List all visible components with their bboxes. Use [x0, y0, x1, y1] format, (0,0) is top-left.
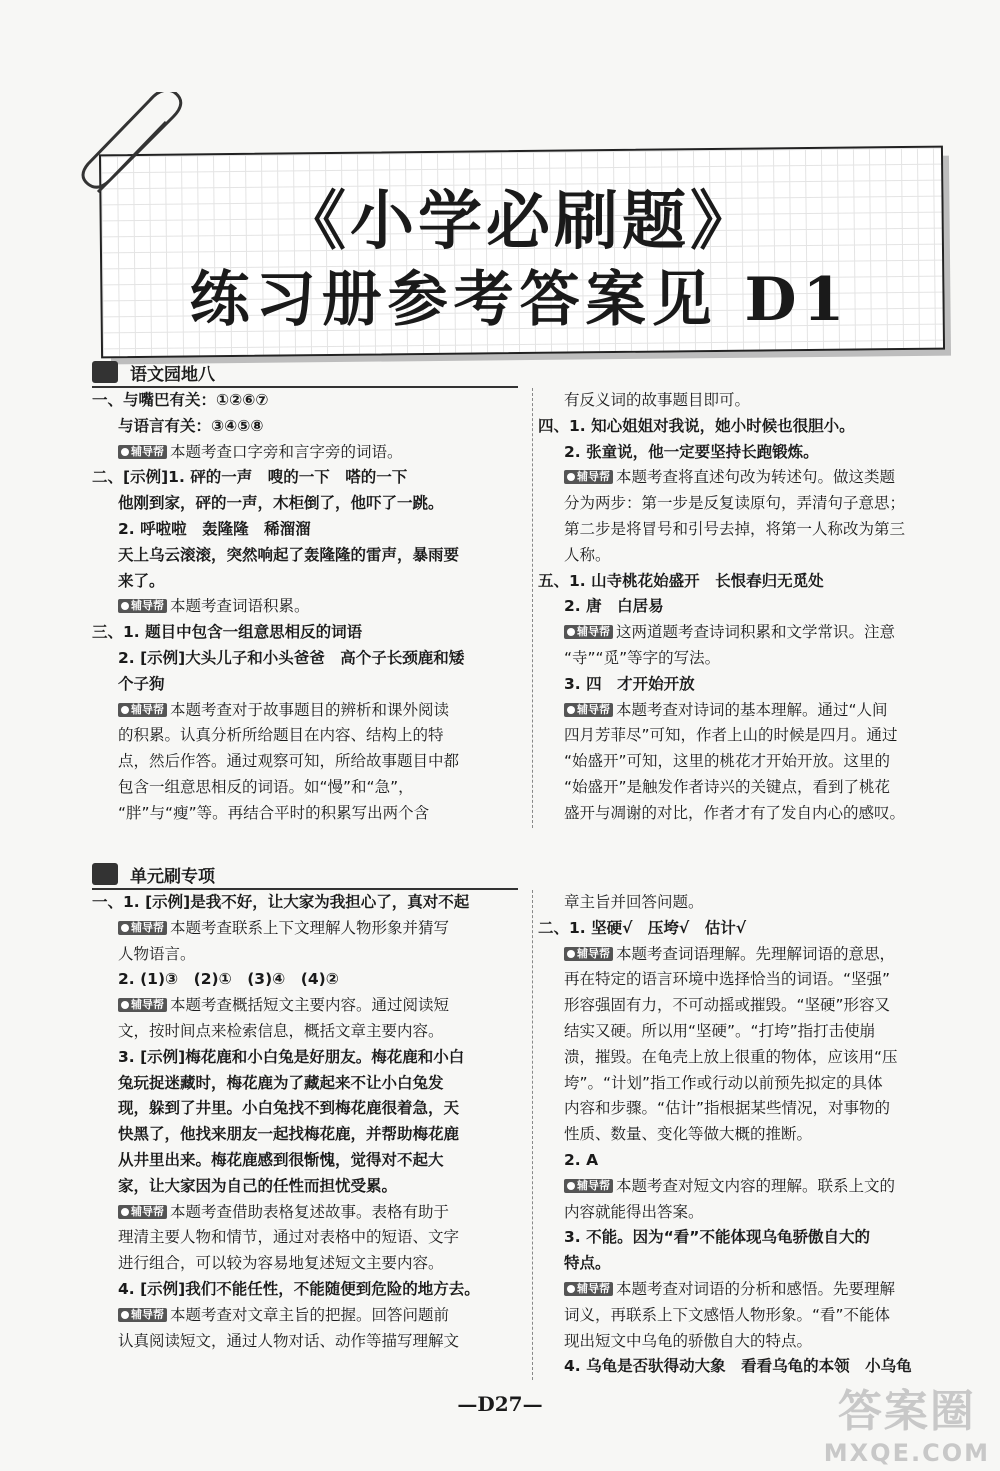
answer-text: 文，按时间点来检索信息，概括文章主要内容。 [118, 1021, 444, 1040]
answer-line [92, 967, 522, 993]
answer-text: 本题考查对词语的分析和感悟。先要理解 [616, 1279, 896, 1298]
answer-text: 兔玩捉迷藏时，梅花鹿为了藏起来不让小白兔发 [118, 1073, 444, 1092]
answer-line [92, 1174, 522, 1200]
answer-line [92, 749, 522, 775]
answer-text: “始盛开”是触发作者诗兴的关键点，看到了桃花 [564, 777, 891, 796]
answer-line [92, 1071, 522, 1097]
answer-line [538, 543, 958, 569]
answer-line [92, 1303, 522, 1329]
answer-text: 四、1. 知心姐姐对我说，她小时候也很胆小。 [538, 416, 855, 435]
answer-line [92, 1045, 522, 1071]
answer-text: 分为两步：第一步是反复读原句，弄清句子意思； [564, 494, 906, 513]
answer-line [92, 916, 522, 942]
answer-line [92, 1096, 522, 1122]
answer-text: 4. 乌龟是否驮得动大象 看看乌龟的本领 小乌龟 [564, 1357, 912, 1376]
answer-line [538, 942, 958, 968]
answer-text: 垮”。“计划”指工作或行动以前预先拟定的具体 [564, 1073, 883, 1092]
answer-line [92, 801, 522, 827]
answer-text: 4. [示例]我们不能任性，不能随便到危险的地方去。 [118, 1279, 480, 1298]
answer-text: 2. (1)③ (2)① (3)④ (4)② [118, 970, 339, 989]
section-icon [92, 361, 118, 383]
tutor-tag: 辅导帮 [564, 470, 613, 484]
answer-text: 第二步是将冒号和引号去掉，将第一人称改为第三 [564, 519, 906, 538]
answer-text: 这两道题考查诗词积累和文学常识。注意 [616, 623, 896, 642]
answer-line [92, 594, 522, 620]
tutor-tag: 辅导帮 [564, 1282, 613, 1296]
answer-line [92, 491, 522, 517]
answer-text: 他刚到家，砰的一声，木柜倒了，他吓了一跳。 [118, 494, 444, 513]
answer-text: 从井里出来。梅花鹿感到很惭愧，觉得对不起大 [118, 1150, 444, 1169]
tutor-tag: 辅导帮 [118, 599, 167, 613]
answer-line [92, 1148, 522, 1174]
tutor-tag: 辅导帮 [118, 921, 167, 935]
answer-text: 2. [示例]大头儿子和小头爸爸 高个子长颈鹿和矮 [118, 648, 465, 667]
column-divider [532, 890, 534, 1380]
answer-line [538, 1045, 958, 1071]
section1-left-column [92, 388, 522, 827]
answer-text: 与语言有关：③④⑤⑧ [118, 416, 264, 435]
answer-text: 包含一组意思相反的词语。如“慢”和“急”， [118, 777, 414, 796]
answer-line [538, 801, 958, 827]
answer-text: 三、1. 题目中包含一组意思相反的词语 [92, 623, 363, 642]
section-icon [92, 863, 118, 885]
banner-title: 《小学必刷题》 [282, 184, 758, 259]
answer-line [538, 749, 958, 775]
answer-line [92, 672, 522, 698]
column-divider [532, 388, 534, 828]
answer-text: 溃，摧毁。在龟壳上放上很重的物体，应该用“压 [564, 1047, 898, 1066]
answer-text: 特点。 [564, 1254, 611, 1273]
answer-line [538, 620, 958, 646]
answer-line [92, 465, 522, 491]
answer-line [538, 1225, 958, 1251]
answer-line [92, 646, 522, 672]
answer-line [538, 967, 958, 993]
answer-line [92, 1329, 522, 1355]
answer-line [92, 1019, 522, 1045]
answer-line [538, 414, 958, 440]
answer-line [538, 916, 958, 942]
answer-text: 本题考查对诗词的基本理解。通过“人间 [616, 700, 888, 719]
answer-text: 再在特定的语言环境中选择恰当的词语。“坚强” [564, 970, 891, 989]
tutor-tag: 辅导帮 [118, 445, 167, 459]
answer-line [538, 672, 958, 698]
answer-text: 有反义词的故事题目即可。 [564, 391, 751, 409]
answer-line [538, 1019, 958, 1045]
answer-text: 2. A [564, 1150, 599, 1169]
answer-text: 人物语言。 [118, 944, 196, 963]
answer-text: 点，然后作答。通过观察可知，所给故事题目中都 [118, 752, 460, 771]
tutor-tag: 辅导帮 [118, 1308, 167, 1322]
answer-line [92, 1122, 522, 1148]
answer-line [538, 1071, 958, 1097]
answer-text: 本题考查概括短文主要内容。通过阅读短 [170, 996, 450, 1015]
answer-line [538, 569, 958, 595]
answer-text: 本题考查对文章主旨的把握。回答问题前 [170, 1305, 450, 1324]
answer-text: 个子狗 [118, 674, 165, 693]
answer-line [538, 775, 958, 801]
tutor-tag: 辅导帮 [564, 1179, 613, 1193]
answer-text: 本题考查对于故事题目的辨析和课外阅读 [170, 700, 450, 719]
answer-text: 快黑了，他找来朋友一起找梅花鹿，并帮助梅花鹿 [118, 1125, 460, 1144]
answer-text: 理清主要人物和情节，通过对表格中的短语、文字 [118, 1228, 460, 1247]
answer-line [538, 1096, 958, 1122]
answer-text: “胖”与“瘦”等。再结合平时的积累写出两个含 [118, 803, 430, 822]
tutor-tag: 辅导帮 [118, 703, 167, 717]
section2-left-column [92, 890, 522, 1354]
answer-text: 一、与嘴巴有关：①②⑥⑦ [92, 391, 269, 409]
answer-line [92, 440, 522, 466]
answer-line [92, 775, 522, 801]
answer-text: 章主旨并回答问题。 [564, 893, 704, 911]
answer-line [538, 698, 958, 724]
answer-line [92, 543, 522, 569]
answer-text: 性质、数量、变化等做大概的推断。 [564, 1125, 813, 1144]
answer-line [538, 1200, 958, 1226]
answer-text: 3. 四 才开始开放 [564, 674, 695, 693]
answer-line [92, 890, 522, 916]
answer-text: 3. [示例]梅花鹿和小白兔是好朋友。梅花鹿和小白 [118, 1047, 465, 1066]
answer-line [92, 1200, 522, 1226]
answer-line [92, 388, 522, 414]
answer-line [538, 1329, 958, 1355]
answer-line [92, 1277, 522, 1303]
answer-text: 词义，再联系上下文感悟人物形象。“看”不能体 [564, 1305, 891, 1324]
answer-line [538, 1303, 958, 1329]
answer-text: “始盛开”可知，这里的桃花才开始开放。这里的 [564, 752, 891, 771]
answer-line [538, 1174, 958, 1200]
section-header-2 [92, 862, 215, 886]
answer-line [92, 517, 522, 543]
answer-line [92, 698, 522, 724]
watermark-logo: 答案圈 [837, 1386, 976, 1437]
answer-text: 现，躲到了井里。小白兔找不到梅花鹿很着急，天 [118, 1099, 460, 1118]
answer-text: 进行组合，可以较为容易地复述短文主要内容。 [118, 1254, 444, 1273]
answer-line [92, 993, 522, 1019]
answer-line [538, 1122, 958, 1148]
answer-text: 结实又硬。所以用“坚硬”。“打垮”指打击使崩 [564, 1021, 876, 1040]
answer-line [538, 890, 958, 916]
answer-line [538, 1277, 958, 1303]
answer-text: 天上乌云滚滚，突然响起了轰隆隆的雷声，暴雨要 [118, 545, 460, 564]
answer-line [538, 1148, 958, 1174]
answer-text: 本题考查联系上下文理解人物形象并猜写 [170, 918, 450, 937]
answer-line [538, 388, 958, 414]
answer-text: 二、[示例]1. 砰的一声 嗖的一下 嗒的一下 [92, 468, 408, 487]
answer-line [92, 1251, 522, 1277]
tutor-tag: 辅导帮 [118, 1205, 167, 1219]
answer-line [538, 594, 958, 620]
answer-line [538, 491, 958, 517]
section2-right-column [538, 890, 958, 1380]
answer-text: “寺”“觅”等字的写法。 [564, 648, 721, 667]
answer-text: 2. 唐 白居易 [564, 597, 664, 616]
answer-text: 家，让大家因为自己的任性而担忧受累。 [118, 1176, 398, 1195]
answer-line [538, 465, 958, 491]
answer-line [538, 517, 958, 543]
answer-text: 形容强固有力，不可动摇或摧毁。“坚硬”形容又 [564, 996, 891, 1015]
tutor-tag: 辅导帮 [118, 998, 167, 1012]
answer-line [538, 1251, 958, 1277]
answer-text: 内容和步骤。“估计”指根据某些情况，对事物的 [564, 1099, 891, 1118]
section1-right-column [538, 388, 958, 827]
section-header-1 [92, 360, 215, 384]
answer-text: 盛开与凋谢的对比，作者才有了发自内心的感叹。 [564, 803, 906, 822]
answer-text: 本题考查借助表格复述故事。表格有助于 [170, 1202, 450, 1221]
answer-line [92, 414, 522, 440]
answer-text: 内容就能得出答案。 [564, 1202, 704, 1221]
section-title: 单元刷专项 [130, 866, 215, 887]
answer-line [538, 993, 958, 1019]
answer-line [92, 620, 522, 646]
answer-text: 五、1. 山寺桃花始盛开 长恨春归无觅处 [538, 571, 824, 590]
answer-text: 来了。 [118, 571, 165, 590]
answer-text: 本题考查将直述句改为转述句。做这类题 [616, 468, 896, 487]
answer-text: 2. 张童说，他一定要坚持长跑锻炼。 [564, 442, 819, 461]
tutor-tag: 辅导帮 [564, 625, 613, 639]
answer-text: 二、1. 坚硬√ 压垮√ 估计√ [538, 918, 747, 937]
answer-text: 现出短文中乌龟的骄傲自大的特点。 [564, 1331, 813, 1350]
watermark-url: MXQE.COM [823, 1439, 990, 1467]
answer-line [92, 942, 522, 968]
tutor-tag: 辅导帮 [564, 947, 613, 961]
section-title: 语文园地八 [130, 364, 215, 385]
answer-text: 认真阅读短文，通过人物对话、动作等描写理解文 [118, 1331, 460, 1350]
page-number: —D27— [457, 1392, 543, 1416]
answer-text: 本题考查词语理解。先理解词语的意思， [616, 944, 896, 963]
answer-line [92, 1225, 522, 1251]
tutor-tag: 辅导帮 [564, 703, 613, 717]
answer-text: 3. 不能。因为“看”不能体现乌龟骄傲自大的 [564, 1228, 870, 1247]
banner-subtitle: 练习册参考答案见 D1 [189, 265, 851, 335]
answer-text: 本题考查对短文内容的理解。联系上文的 [616, 1176, 896, 1195]
answer-text: 人称。 [564, 545, 611, 564]
answer-text: 四月芳菲尽”可知，作者上山的时候是四月。通过 [564, 726, 898, 745]
answer-text: 2. 呼啦啦 轰隆隆 稀溜溜 [118, 519, 311, 538]
answer-text: 本题考查词语积累。 [170, 597, 310, 616]
answer-line [538, 440, 958, 466]
watermark [824, 1375, 990, 1467]
answer-text: 本题考查口字旁和言字旁的词语。 [170, 442, 403, 461]
answer-text: 一、1. [示例]是我不好，让大家为我担心了，真对不起 [92, 893, 470, 911]
answer-line [92, 723, 522, 749]
answer-line [538, 723, 958, 749]
answer-line [538, 646, 958, 672]
answer-line [92, 569, 522, 595]
answer-text: 的积累。认真分析所给题目在内容、结构上的特 [118, 726, 444, 745]
